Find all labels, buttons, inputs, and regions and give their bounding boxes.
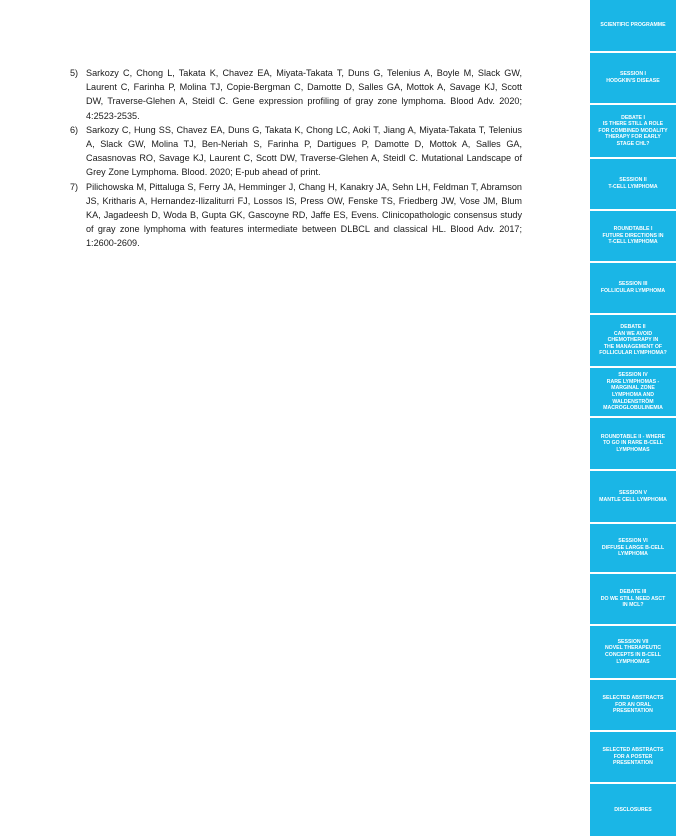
tab-label: SESSION I HODGKIN'S DISEASE <box>606 71 660 84</box>
tab-session-v[interactable] <box>590 471 676 522</box>
tab-roundtable-i[interactable] <box>590 211 676 261</box>
reference-number: 7) <box>70 181 79 192</box>
tab-disclosures[interactable] <box>590 784 676 836</box>
tab-label: SCIENTIFIC PROGRAMME <box>600 22 666 29</box>
tab-scientific-programme[interactable] <box>590 0 676 51</box>
section-sidebar <box>590 0 676 836</box>
tab-label: SESSION VII NOVEL THERAPEUTIC CONCEPTS IN B-CELL LYMPHOMAS <box>604 638 662 665</box>
reference-number: 5) <box>70 68 79 78</box>
tab-label: SESSION V MANTLE CELL LYMPHOMA <box>599 489 667 503</box>
tab-session-iv[interactable] <box>590 368 676 416</box>
tab-label: SESSION II T-CELL LYMPHOMA <box>608 177 658 190</box>
tab-session-vi[interactable] <box>590 524 676 572</box>
tab-label: DEBATE III DO WE STILL NEED ASCT IN MCL? <box>600 589 666 609</box>
reference-item <box>70 123 522 180</box>
tab-label: SELECTED ABSTRACTS FOR AN ORAL PRESENTATION <box>602 695 664 715</box>
reference-number: 6) <box>70 124 79 135</box>
tab-poster-abstracts[interactable] <box>590 732 676 782</box>
tab-label: SESSION IV RARE LYMPHOMAS - MARGINAL ZONE LYMPHOMA AND WALDENSTRÖM MACROGLOBULINEMIA <box>603 372 663 412</box>
tab-debate-iii[interactable] <box>590 574 676 624</box>
tab-label: DEBATE II CAN WE AVOID CHEMOTHERAPY IN THE MANAGEMENT OF FOLLICULAR LYMPHOMA? <box>599 324 667 357</box>
reference-item <box>70 180 522 251</box>
reference-item <box>70 66 522 123</box>
tab-label: ROUNDTABLE I FUTURE DIRECTIONS IN T-CELL LYMPHOMA <box>602 226 664 246</box>
tab-session-ii[interactable] <box>590 159 676 209</box>
references-list <box>70 66 522 251</box>
tab-label: SESSION VI DIFFUSE LARGE B-CELL LYMPHOMA <box>601 538 665 558</box>
tab-label: SELECTED ABSTRACTS FOR A POSTER PRESENTATION <box>602 747 664 767</box>
tab-label: SESSION III FOLLICULAR LYMPHOMA <box>600 281 666 294</box>
reference-text: Sarkozy C, Hung SS, Chavez EA, Duns G, Takata K, Chong LC, Aoki T, Jiang A, Miyata-Takata T, Telenius A, Slack GW, Molina TJ, Ben-Neriah S, Farinha P, Dartigues P, Damotte D, Mottok A, Salles GA, Casasnovas RO, Savage KJ, Laurent C, Scott DW, Traverse-Glehen A, Steidl C. Mutational Landscape of Grey Zone Lymphoma. Blood. 2020; E-pub ahead of print. <box>86 124 522 178</box>
tab-roundtable-ii[interactable] <box>590 418 676 469</box>
reference-text: Sarkozy C, Chong L, Takata K, Chavez EA, Miyata-Takata T, Duns G, Telenius A, Boyle M, Slack GW, Laurent C, Farinha P, Molina TJ, Copie-Bergman C, Damotte D, Salles GA, Mottok A, Savage KJ, Scott DW, Traverse-Glehen A, Steidl C. Gene expression profiling of gray zone lymphoma. Blood Adv. 2020; 4:2523-2535. <box>86 68 522 121</box>
tab-label: DISCLOSURES <box>614 806 652 813</box>
tab-session-iii[interactable] <box>590 263 676 313</box>
tab-label: ROUNDTABLE II - WHERE TO GO IN RARE B-CELL LYMPHOMAS <box>600 433 666 453</box>
tab-session-vii[interactable] <box>590 626 676 678</box>
tab-label: DEBATE I IS THERE STILL A ROLE FOR COMBINED MODALITY THERAPY FOR EARLY STAGE CHL? <box>598 114 668 147</box>
tab-oral-abstracts[interactable] <box>590 680 676 730</box>
tab-debate-ii[interactable] <box>590 315 676 366</box>
tab-session-i[interactable] <box>590 53 676 103</box>
reference-text: Pilichowska M, Pittaluga S, Ferry JA, Hemminger J, Chang H, Kanakry JA, Sehn LH, Feldman T, Abramson JS, Kritharis A, Hernandez-Ilizaliturri FJ, Lossos IS, Press OW, Fenske TS, Friedberg JW, Vose JM, Blum KA, Jagadeesh D, Woda B, Gupta GK, Gascoyne RD, Jaffe ES, Evens. Clinicopathologic consensus study of gray zone lymphoma with features intermediate between DLBCL and classical HL. Blood Adv. 2017; 1:2600-2609. <box>86 181 522 249</box>
tab-debate-i[interactable] <box>590 105 676 157</box>
